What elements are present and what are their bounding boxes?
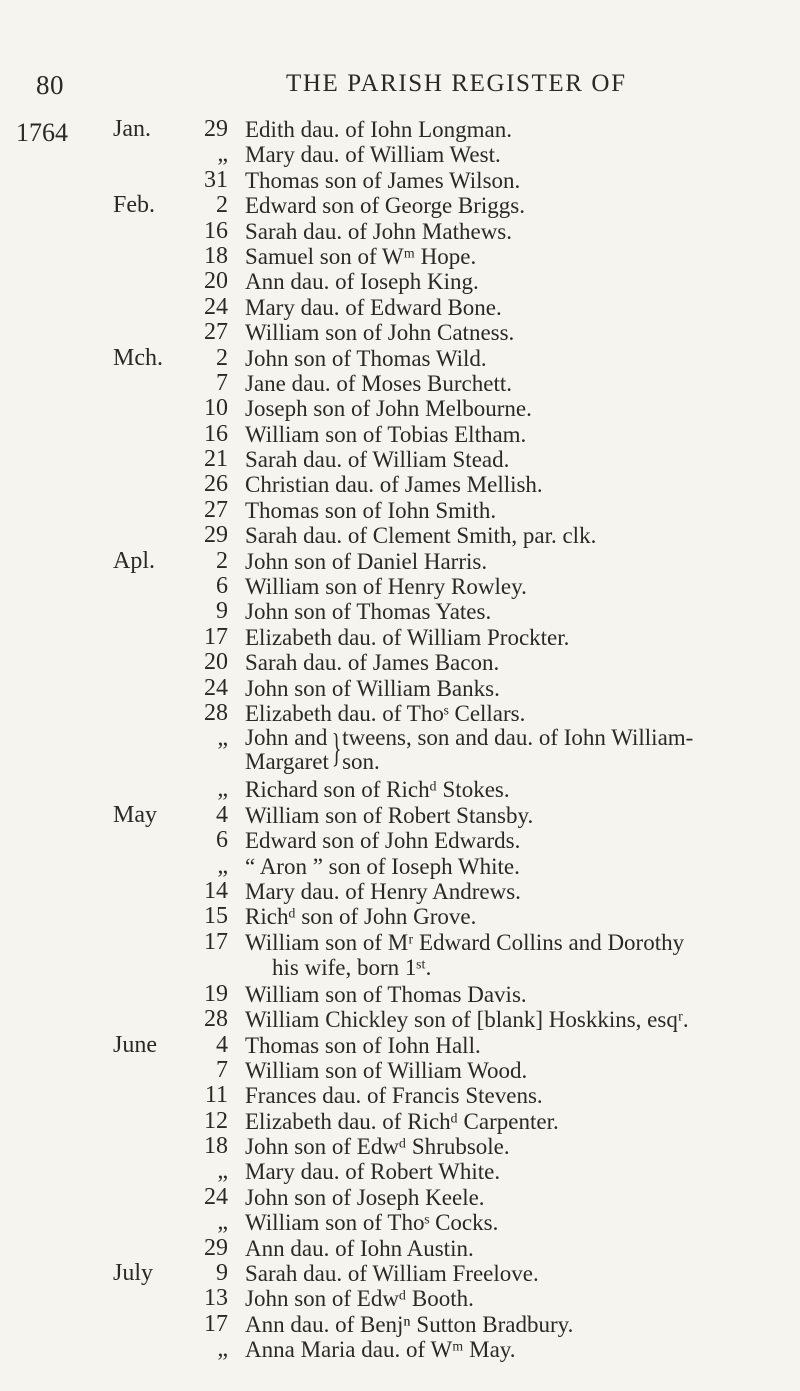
entry-day: 24	[204, 293, 228, 320]
twin-name-1: John and	[245, 725, 328, 751]
register-entries	[0, 117, 800, 1363]
twin-note: tweens, son and dau. of Iohn William-	[342, 725, 694, 751]
entry-text	[245, 1286, 790, 1311]
entry-line: William son of John Catness.	[245, 320, 515, 346]
entry-text	[245, 625, 790, 650]
register-entry	[0, 726, 800, 777]
entry-day: 4	[216, 801, 228, 828]
entry-day: 31	[204, 166, 228, 193]
entry-line: John son of Joseph Keele.	[245, 1184, 485, 1210]
entry-line: Ann dau. of Iohn Austin.	[245, 1235, 474, 1261]
register-entry	[0, 1109, 800, 1134]
register-entry	[0, 1337, 800, 1362]
register-entry	[0, 193, 800, 218]
register-entry	[0, 320, 800, 345]
register-entry	[0, 1210, 800, 1235]
entry-line: Thomas son of James Wilson.	[245, 167, 521, 193]
entry-line: Richᵈ son of John Grove.	[245, 904, 477, 930]
entry-day: 26	[204, 471, 228, 498]
entry-day: 9	[216, 1260, 228, 1287]
register-entry	[0, 1033, 800, 1058]
entry-text	[245, 117, 790, 142]
register-entry	[0, 142, 800, 167]
register-entry	[0, 1083, 800, 1108]
register-entry	[0, 168, 800, 193]
entry-day: 24	[204, 674, 228, 701]
entry-line-continued: his wife, born 1ˢᵗ.	[272, 954, 432, 980]
entry-day: 21	[204, 446, 228, 473]
register-entry	[0, 295, 800, 320]
entry-text	[245, 1083, 790, 1108]
register-entry	[0, 1286, 800, 1311]
entry-day: 14	[204, 877, 228, 904]
entry-line: Elizabeth dau. of Richᵈ Carpenter.	[245, 1108, 559, 1134]
entry-text	[245, 396, 790, 421]
register-entry	[0, 1236, 800, 1261]
entry-day: „	[217, 141, 228, 168]
entry-month: Jan.	[113, 116, 151, 142]
entry-line: William son of William Wood.	[245, 1057, 528, 1083]
entry-text	[245, 650, 790, 675]
register-entry	[0, 828, 800, 853]
entry-line: Sarah dau. of Clement Smith, par. clk.	[245, 523, 597, 549]
entry-text	[245, 498, 790, 523]
entry-day: 28	[204, 699, 228, 726]
entry-month: Apl.	[113, 547, 155, 574]
entry-text	[245, 574, 790, 599]
register-entry	[0, 1159, 800, 1184]
entry-day: „	[217, 776, 228, 803]
entry-text	[245, 1236, 790, 1261]
entry-day: 17	[204, 623, 228, 650]
entry-day: 7	[216, 1056, 228, 1083]
register-entry	[0, 1261, 800, 1286]
entry-line: John son of Edwᵈ Booth.	[245, 1286, 474, 1312]
entry-day: 4	[216, 1031, 228, 1058]
register-entry	[0, 498, 800, 523]
entry-line: Edward son of John Edwards.	[245, 828, 521, 854]
register-entry	[0, 117, 800, 142]
register-entry	[0, 879, 800, 904]
entry-text	[245, 1058, 790, 1083]
entry-day: 27	[204, 319, 228, 346]
entry-text	[245, 1033, 790, 1058]
entry-text	[245, 904, 790, 929]
register-entry	[0, 676, 800, 701]
entry-day: 2	[216, 192, 228, 219]
entry-day: 15	[204, 903, 228, 930]
entry-text	[245, 676, 790, 701]
entry-month: June	[113, 1031, 157, 1058]
entry-day: 12	[204, 1107, 228, 1134]
entry-day: 10	[204, 395, 228, 422]
entry-line: William son of Robert Stansby.	[245, 802, 534, 828]
entry-line: Edward son of George Briggs.	[245, 193, 525, 219]
entry-text	[245, 371, 790, 396]
register-entry	[0, 447, 800, 472]
register-entry	[0, 650, 800, 675]
entry-line: Thomas son of Iohn Smith.	[245, 497, 497, 523]
brace-glyph: }	[331, 725, 342, 771]
entry-line: Mary dau. of Edward Bone.	[245, 294, 502, 320]
entry-day: 29	[204, 522, 228, 549]
entry-line: “ Aron ” son of Ioseph White.	[245, 853, 520, 879]
twin-note-continued: son.	[342, 749, 380, 775]
entry-text	[245, 549, 790, 574]
register-entry	[0, 549, 800, 574]
entry-day: 29	[204, 1234, 228, 1261]
entry-day: „	[217, 1209, 228, 1236]
entry-month: May	[113, 801, 157, 828]
entry-text	[245, 269, 790, 294]
entry-text	[245, 599, 790, 624]
entry-day: „	[217, 725, 228, 752]
entry-text	[245, 472, 790, 497]
entry-day: 9	[216, 598, 228, 625]
entry-line: John son of Daniel Harris.	[245, 548, 488, 574]
entry-day: 19	[204, 980, 228, 1007]
entry-line: Sarah dau. of William Stead.	[245, 447, 510, 473]
entry-line: Sarah dau. of James Bacon.	[245, 650, 500, 676]
register-entry	[0, 854, 800, 879]
entry-day: 13	[204, 1285, 228, 1312]
entry-day: 7	[216, 369, 228, 396]
register-entry	[0, 244, 800, 269]
register-entry	[0, 574, 800, 599]
entry-line: Anna Maria dau. of Wᵐ May.	[245, 1337, 516, 1363]
page-number: 80	[36, 70, 64, 100]
entry-line: Samuel son of Wᵐ Hope.	[245, 243, 477, 269]
entry-text	[245, 982, 790, 1007]
entry-day: 20	[204, 268, 228, 295]
entry-day: „	[217, 1158, 228, 1185]
entry-line: William son of Thoˢ Cocks.	[245, 1210, 499, 1236]
entry-line: Elizabeth dau. of William Prockter.	[245, 624, 570, 650]
register-entry	[0, 396, 800, 421]
entry-text	[245, 523, 790, 548]
entry-text	[245, 1185, 790, 1210]
entry-text	[245, 726, 790, 774]
entry-line: John son of William Banks.	[245, 675, 500, 701]
entry-line: Ann dau. of Benjⁿ Sutton Bradbury.	[245, 1311, 574, 1337]
entry-line: Sarah dau. of John Mathews.	[245, 218, 513, 244]
entry-text	[245, 346, 790, 371]
entry-day: 17	[204, 1310, 228, 1337]
entry-text	[245, 193, 790, 218]
entry-day: 28	[204, 1006, 228, 1033]
register-entry	[0, 982, 800, 1007]
entry-text	[245, 447, 790, 472]
entry-text	[245, 168, 790, 193]
entry-line: Joseph son of John Melbourne.	[245, 396, 532, 422]
register-entry	[0, 1312, 800, 1337]
entry-line: Mary dau. of Robert White.	[245, 1159, 501, 1185]
register-entry	[0, 803, 800, 828]
entry-day: 6	[216, 573, 228, 600]
register-year: 1764	[16, 118, 68, 147]
entry-text	[245, 930, 790, 980]
register-entry	[0, 777, 800, 802]
register-entry	[0, 472, 800, 497]
register-entry	[0, 599, 800, 624]
register-entry	[0, 269, 800, 294]
entry-day: „	[217, 852, 228, 879]
entry-text	[245, 1337, 790, 1362]
entry-line: Ann dau. of Ioseph King.	[245, 269, 479, 295]
entry-text	[245, 1134, 790, 1159]
register-entry	[0, 219, 800, 244]
entry-line: Mary dau. of Henry Andrews.	[245, 878, 521, 904]
entry-text	[245, 295, 790, 320]
register-entry	[0, 1185, 800, 1210]
entry-text	[245, 828, 790, 853]
twin-name-2: Margaret	[245, 749, 329, 775]
entry-text	[245, 142, 790, 167]
entry-line: William son of Henry Rowley.	[245, 574, 527, 600]
entry-text	[245, 879, 790, 904]
entry-day: 29	[204, 116, 228, 142]
entry-day: 16	[204, 217, 228, 244]
entry-text	[245, 803, 790, 828]
entry-month: Mch.	[113, 344, 163, 371]
entry-day: 27	[204, 496, 228, 523]
entry-text	[245, 1159, 790, 1184]
entry-line: William son of Tobias Eltham.	[245, 421, 527, 447]
entry-day: 18	[204, 1133, 228, 1160]
register-entry	[0, 1007, 800, 1032]
entry-line: John son of Edwᵈ Shrubsole.	[245, 1134, 510, 1160]
entry-text	[245, 244, 790, 269]
entry-line: John son of Thomas Wild.	[245, 345, 487, 371]
entry-day: 16	[204, 420, 228, 447]
entry-text	[245, 320, 790, 345]
register-entry	[0, 930, 800, 982]
entry-text	[245, 701, 790, 726]
entry-day: 2	[216, 547, 228, 574]
entry-day: 2	[216, 344, 228, 371]
entry-line: William son of Mʳ Edward Collins and Dorothy	[245, 929, 685, 955]
register-entry	[0, 346, 800, 371]
entry-line: Sarah dau. of William Freelove.	[245, 1261, 539, 1287]
entry-text	[245, 1312, 790, 1337]
entry-day: 18	[204, 242, 228, 269]
entry-month: Feb.	[113, 192, 155, 219]
entry-text	[245, 1109, 790, 1134]
register-entry	[0, 422, 800, 447]
entry-month: July	[113, 1260, 154, 1287]
entry-day: 20	[204, 649, 228, 676]
entry-line: Mary dau. of William West.	[245, 142, 501, 168]
register-entry	[0, 1134, 800, 1159]
entry-text	[245, 1210, 790, 1235]
register-entry	[0, 701, 800, 726]
entry-line: William son of Thomas Davis.	[245, 981, 527, 1007]
entry-day: 17	[204, 928, 228, 955]
entry-text	[245, 854, 790, 879]
entry-text	[245, 1007, 790, 1032]
entry-text	[245, 219, 790, 244]
entry-day: 24	[204, 1183, 228, 1210]
entry-text	[245, 777, 790, 802]
entry-day: 11	[204, 1082, 228, 1109]
register-entry	[0, 371, 800, 396]
register-entry	[0, 904, 800, 929]
entry-text	[245, 1261, 790, 1286]
entry-line: Elizabeth dau. of Thoˢ Cellars.	[245, 700, 526, 726]
entry-line: William Chickley son of [blank] Hoskkins, esqʳ.	[245, 1007, 689, 1033]
entry-line: Edith dau. of Iohn Longman.	[245, 117, 513, 142]
entry-day: 6	[216, 827, 228, 854]
entry-line: Christian dau. of James Mellish.	[245, 472, 543, 498]
register-entry	[0, 1058, 800, 1083]
entry-line: Thomas son of Iohn Hall.	[245, 1032, 481, 1058]
register-entry	[0, 625, 800, 650]
entry-line: Jane dau. of Moses Burchett.	[245, 370, 512, 396]
entry-text	[245, 422, 790, 447]
running-head: THE PARISH REGISTER OF	[286, 70, 627, 97]
entry-line: Frances dau. of Francis Stevens.	[245, 1083, 543, 1109]
entry-day: „	[217, 1336, 228, 1363]
entry-line: Richard son of Richᵈ Stokes.	[245, 777, 510, 803]
entry-line: John son of Thomas Yates.	[245, 599, 492, 625]
register-entry	[0, 523, 800, 548]
